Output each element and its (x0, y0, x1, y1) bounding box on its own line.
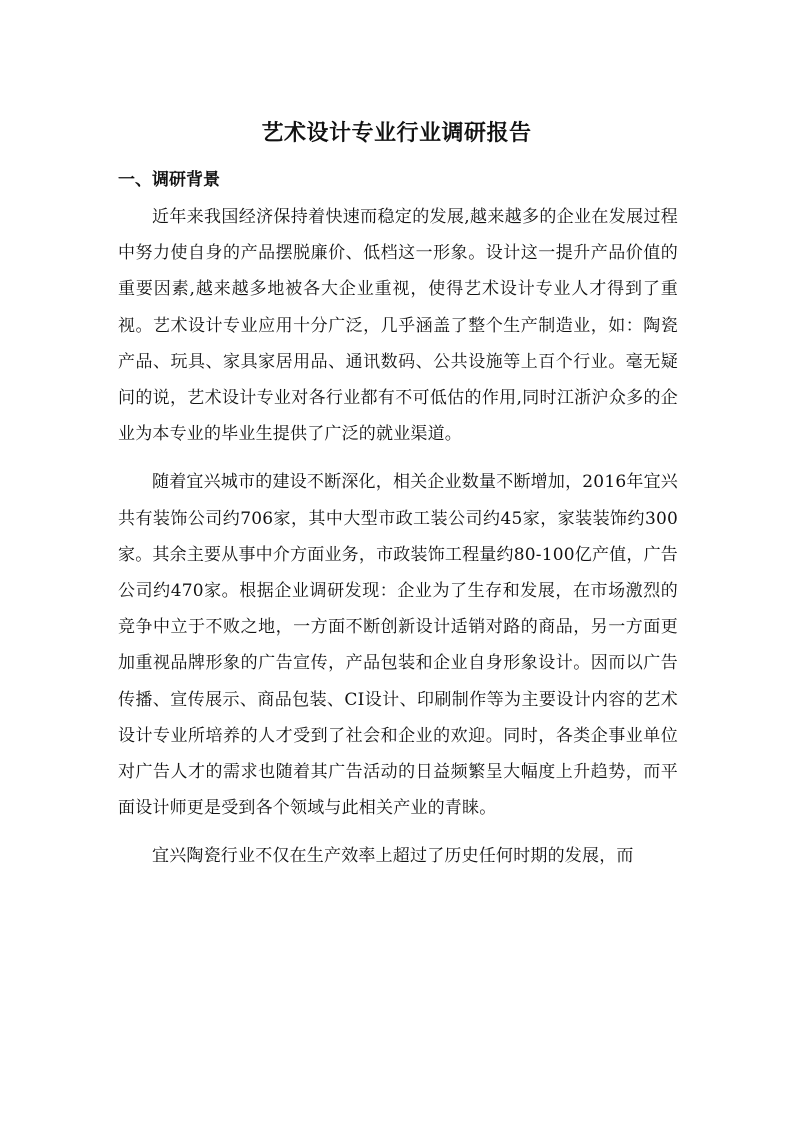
paragraph: 宜兴陶瓷行业不仅在生产效率上超过了历史任何时期的发展，而 (152, 846, 634, 867)
paragraph: 近年来我国经济保持着快速而稳定的发展,越来越多的企业在发展过程中努力使自身的产品摆脱廉价、低档这一形象。设计这一提升产品价值的重要因素,越来越多地被各大企业重视，使得艺术设计专业人才得到了重视。艺术设计专业应用十分广泛，几乎涵盖了整个生产制造业，如：陶瓷产品、玩具、家具家居用品、通讯数码、公共设施等上百个行业。毫无疑问的说，艺术设计专业对各行业都有不可低估的作用,同时江浙沪众多的企业为本专业的毕业生提供了广泛的就业渠道。 (118, 207, 678, 445)
document-title: 艺术设计专业行业调研报告 (261, 121, 532, 146)
document-body (118, 199, 678, 887)
paragraph: 随着宜兴城市的建设不断深化，相关企业数量不断增加，2016年宜兴共有装饰公司约706家，其中大型市政工装公司约45家，家装装饰约300家。其余主要从事中介方面业务，市政装饰工程量约80-100亿产值，广告公司约470家。根据企业调研发现：企业为了生存和发展，在市场激烈的竞争中立于不败之地，一方面不断创新设计适销对路的商品，另一方面更加重视品牌形象的广告宣传，产品包装和企业自身形象设计。因而以广告传播、宣传展示、商品包装、CI设计、印刷制作等为主要设计内容的艺术设计专业所培养的人才受到了社会和企业的欢迎。同时，各类企事业单位对广告人才的需求也随着其广告活动的日益频繁呈大幅度上升趋势，而平面设计师更是受到各个领域与此相关产业的青睐。 (118, 472, 678, 819)
section-heading: 一、调研背景 (118, 170, 220, 190)
